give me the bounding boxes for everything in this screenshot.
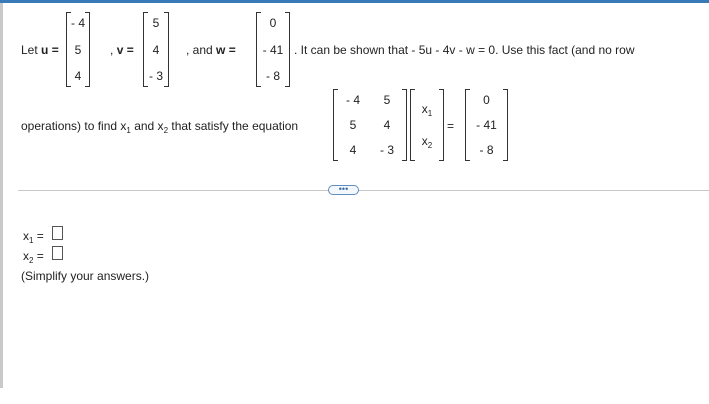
w-vector	[256, 12, 290, 87]
matrix-cell: - 4	[345, 93, 360, 107]
x1-answer-input[interactable]	[52, 226, 63, 240]
coefficient-matrix	[333, 89, 407, 161]
u-entry-1: - 4	[70, 16, 85, 30]
rhs-entry-3: - 8	[479, 143, 494, 157]
unknown-x1: $x_1$	[421, 102, 433, 118]
section-divider	[18, 190, 709, 191]
w-label: , and w =	[186, 43, 236, 57]
v-vector	[143, 12, 169, 87]
rhs-entry-2: - 41	[476, 118, 497, 132]
matrix-cell: 4	[383, 118, 391, 132]
rhs-entry-1: 0	[483, 93, 490, 107]
matrix-cell: 4	[349, 143, 357, 157]
x2-answer-input[interactable]	[52, 246, 63, 260]
v-entry-3: - 3	[148, 69, 163, 83]
v-entry-1: 5	[152, 16, 160, 30]
unknown-x2: $x_2$	[421, 134, 433, 150]
x1-label: $x_1$ =	[23, 229, 44, 245]
u-entry-3: 4	[74, 69, 82, 83]
u-entry-2: 5	[74, 43, 82, 57]
let-label: Let u =	[21, 43, 59, 57]
w-entry-2: - 41	[262, 43, 284, 57]
left-scroll-edge	[0, 3, 3, 388]
equals-sign: =	[447, 119, 455, 133]
statement-line-2: operations) to find $x_1$ and $x_2$ that satisfy the equation	[21, 119, 299, 135]
rhs-vector	[465, 89, 508, 161]
w-entry-3: - 8	[265, 69, 280, 83]
w-entry-1: 0	[269, 16, 277, 30]
more-options-button[interactable]: •••	[328, 185, 359, 195]
statement-line-1: . It can be shown that - 5u - 4v - w = 0. Use this fact (and no row	[294, 43, 635, 57]
top-accent-bar	[0, 0, 709, 3]
matrix-cell: 5	[383, 93, 391, 107]
v-label: , v =	[110, 43, 134, 57]
matrix-cell: - 3	[379, 143, 394, 157]
unknown-vector	[410, 89, 444, 161]
u-vector	[66, 12, 90, 87]
matrix-cell: 5	[349, 118, 357, 132]
v-entry-2: 4	[152, 43, 160, 57]
simplify-hint: (Simplify your answers.)	[21, 269, 150, 283]
x2-label: $x_2$ =	[23, 249, 44, 265]
